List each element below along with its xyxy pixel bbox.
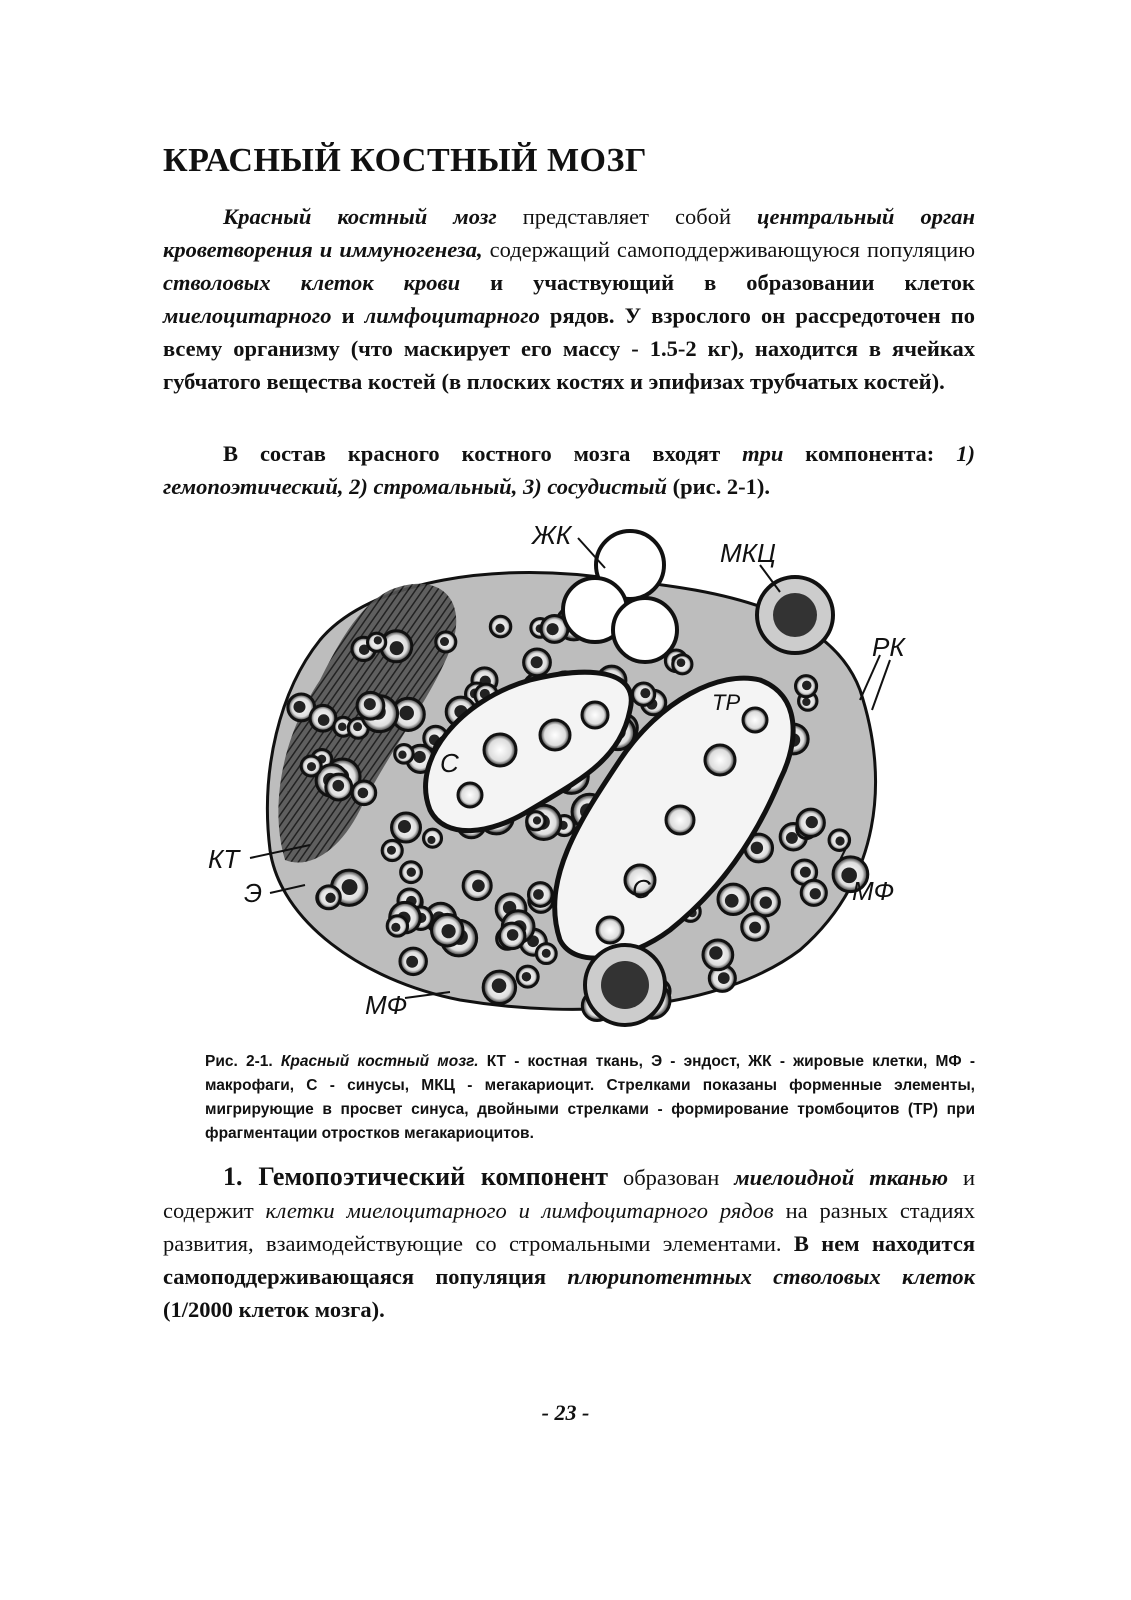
text: представляет собой [496, 204, 757, 229]
cell-nucleus [751, 842, 763, 854]
cell-nucleus [800, 867, 811, 878]
cell-nucleus [677, 658, 686, 667]
cell-nucleus [427, 836, 435, 844]
cell-nucleus [542, 949, 551, 958]
cell-nucleus [802, 681, 812, 691]
cell-nucleus [531, 656, 543, 668]
figure-caption [205, 1050, 975, 1146]
label-thrombocytes: ТР [712, 690, 741, 715]
cell-nucleus [332, 780, 344, 792]
page-title: КРАСНЫЙ КОСТНЫЙ МОЗГ [163, 142, 648, 179]
cell-nucleus [760, 896, 772, 908]
histology-drawing [200, 520, 940, 1040]
paragraph-intro [163, 200, 975, 398]
cell-nucleus [810, 888, 821, 899]
cell-nucleus [364, 698, 376, 710]
cell-nucleus [533, 816, 541, 824]
text: и содержит [163, 1165, 975, 1223]
text: и участвующий в образовании клеток [460, 270, 975, 295]
figure-red-bone-marrow [200, 520, 940, 1040]
term-myeloid-tissue: миелоидной тканью [734, 1165, 949, 1190]
text: В нем находится самоподдерживающаяся популяция [163, 1231, 976, 1289]
cell-nucleus [547, 623, 559, 635]
cell-nucleus [725, 894, 739, 908]
cell-nucleus [492, 978, 507, 993]
label-macrophage-bottom: МФ [365, 990, 408, 1020]
text: В состав красного костного мозга входят [223, 441, 743, 466]
cell-nucleus [414, 751, 426, 763]
term-central-organ: центральный орган кроветворения и иммуногенеза, [163, 204, 975, 262]
cell-nucleus [640, 688, 650, 698]
cell-nucleus [718, 972, 730, 984]
text: на разных стадиях развития, взаимодействующие со стромальными элементами. [163, 1198, 975, 1256]
paragraph-hematopoietic [163, 1160, 975, 1326]
label-rk: РК [872, 632, 905, 662]
caption-text: КТ - костная ткань, Э - эндост, ЖК - жировые клетки, МФ - макрофаги, С - синусы, МКЦ - мегакариоцит. Стрелками показаны форменные элементы, мигрирующие в просвет синуса, двойными стрелками - формирование тромбоцитов (ТР) при фрагментации отростков мегакариоцитов. [205, 1053, 975, 1142]
cell-nucleus [391, 923, 400, 932]
components-list: 1) гемопоэтический, 2) стромальный, 3) сосудистый [163, 441, 975, 499]
cell-nucleus [307, 762, 316, 771]
cell-nucleus [342, 879, 358, 895]
text: образован [608, 1165, 735, 1190]
cell-nucleus [398, 820, 411, 833]
cell-nucleus [802, 698, 810, 706]
cell-nucleus [407, 867, 416, 876]
label-megakaryocyte: МКЦ [720, 538, 776, 568]
label-endosteum: Э [244, 878, 263, 908]
cell-nucleus [786, 832, 798, 844]
label-bone-tissue: КТ [208, 844, 240, 874]
section-heading-hematopoietic: 1. Гемопоэтический компонент [223, 1162, 608, 1191]
cell-nucleus [398, 751, 406, 759]
cell-nucleus [399, 706, 414, 721]
cell-nucleus [533, 889, 544, 900]
text: (1/2000 клеток мозга). [163, 1297, 385, 1322]
cell-nucleus [441, 924, 455, 938]
term-myelocytic: миелоцитарного [163, 303, 332, 328]
text: (рис. 2-1). [667, 474, 770, 499]
term-red-bone-marrow: Красный костный мозг [223, 204, 497, 229]
cell-nucleus [806, 816, 818, 828]
cell-nucleus [390, 641, 404, 655]
term-lymphocytic: лимфоцитарного [364, 303, 540, 328]
text: компонента: [783, 441, 957, 466]
term-cell-lines: клетки миелоцитарного и лимфоцитарного рядов [265, 1198, 774, 1223]
page-number: - 23 - [541, 1400, 590, 1425]
label-sinus-1: С [440, 748, 459, 778]
cell-nucleus [318, 714, 330, 726]
cell-nucleus [374, 636, 382, 644]
text: и [331, 303, 365, 328]
term-pluripotent: плюрипотентных стволовых клеток [567, 1264, 975, 1289]
cell-nucleus [406, 956, 418, 968]
caption-number: Рис. 2-1. [205, 1053, 281, 1070]
label-macrophage-right: МФ [852, 876, 895, 906]
cell-nucleus [709, 946, 722, 959]
label-fat-cells: ЖК [532, 520, 572, 550]
cell-nucleus [440, 637, 449, 646]
caption-title: Красный костный мозг. [280, 1053, 479, 1070]
term-three: три [742, 441, 784, 466]
cell-nucleus [472, 879, 485, 892]
cell-nucleus [835, 836, 844, 845]
text: рядов. У взрослого он рассредоточен по всему организму (что маскирует его массу - 1.5-2 кг), находится в ячейках губчатого вещества костей (в плоских костях и эпифизах трубчатых костей). [163, 303, 975, 394]
cell-nucleus [749, 922, 761, 934]
paragraph-components [163, 437, 975, 503]
term-stem-cells: стволовых клеток крови [163, 270, 461, 295]
cell-nucleus [387, 846, 396, 855]
text: содержащий самоподдерживающуюся популяцию [482, 237, 976, 262]
cell-nucleus [495, 624, 504, 633]
cell-nucleus [507, 929, 519, 941]
label-sinus-2: С [632, 874, 651, 904]
cell-nucleus [353, 722, 362, 731]
cell-nucleus [293, 701, 305, 713]
cell-nucleus [325, 893, 335, 903]
cell-nucleus [338, 722, 347, 731]
cell-nucleus [358, 788, 369, 799]
cell-nucleus [522, 972, 531, 981]
